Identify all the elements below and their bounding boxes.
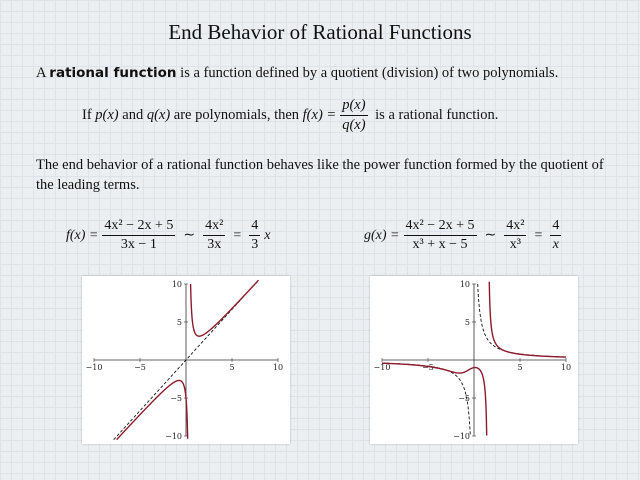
plot-g	[370, 276, 578, 444]
y-tick-label: 10	[459, 280, 470, 289]
formula-g	[364, 218, 565, 253]
intro-bold-term: rational function	[49, 65, 177, 81]
plot-f-svg	[82, 276, 290, 444]
if-text-3: is a rational function.	[371, 107, 499, 123]
if-text-1: If	[82, 107, 96, 123]
formula-g-leading-fraction	[504, 218, 526, 253]
formula-f-approx: ∼	[183, 228, 196, 243]
formula-f-denominator: 3x − 1	[120, 237, 157, 252]
x-tick-label: −5	[134, 363, 146, 372]
x-tick-label: −5	[422, 363, 434, 372]
definition-line	[82, 97, 498, 134]
formula-f-leading-den: 3x	[207, 237, 222, 252]
end-behavior-text: The end behavior of a rational function behaves like the power function formed by the quotient of the leading terms.	[36, 157, 604, 193]
formula-f-numerator: 4x² − 2x + 5	[102, 218, 175, 236]
p-of-x: p(x)	[95, 107, 119, 123]
y-tick-label: 5	[176, 318, 182, 327]
y-tick-label: −5	[170, 394, 182, 403]
formula-g-result-fraction	[550, 218, 561, 253]
formula-f-equals: =	[233, 227, 242, 243]
page-title: End Behavior of Rational Functions	[168, 20, 472, 44]
pq-numerator: p(x)	[340, 97, 367, 116]
x-tick-label: 10	[272, 363, 284, 372]
plot-g-svg	[370, 276, 578, 444]
x-tick-label: −10	[85, 363, 103, 372]
plot-f	[82, 276, 290, 444]
formula-g-equals: =	[534, 227, 543, 243]
y-tick-label: −10	[165, 432, 182, 441]
q-of-x: q(x)	[146, 107, 171, 123]
formula-g-denominator: x³ + x − 5	[412, 237, 468, 252]
if-text-2: are polynomials, then	[170, 107, 303, 123]
y-tick-label: 5	[464, 318, 470, 327]
formula-f-result-suffix: x	[264, 227, 271, 243]
x-tick-label: 10	[560, 363, 572, 372]
formula-g-result-num: 4	[550, 218, 561, 236]
formula-g-leading-den: x³	[509, 237, 521, 252]
y-tick-label: 10	[171, 280, 182, 289]
formula-g-fraction	[404, 218, 477, 253]
formula-g-result-den: x	[552, 237, 559, 252]
intro-prefix: A	[36, 65, 50, 81]
formula-g-leading-num: 4x²	[504, 218, 526, 236]
x-tick-label: 5	[517, 363, 523, 372]
pq-denominator: q(x)	[342, 117, 366, 133]
formula-g-approx: ∼	[484, 228, 497, 243]
formula-f	[66, 218, 270, 253]
and-text: and	[118, 107, 147, 123]
formula-f-leading-fraction	[203, 218, 225, 253]
intro-text	[36, 65, 558, 82]
formula-f-leading-num: 4x²	[203, 218, 225, 236]
formula-f-fraction	[102, 218, 175, 253]
formula-f-result-num: 4	[249, 218, 260, 236]
formula-g-numerator: 4x² − 2x + 5	[404, 218, 477, 236]
y-tick-label: −5	[458, 394, 470, 403]
x-tick-label: −10	[373, 363, 391, 372]
formula-g-lhs: g(x) =	[364, 227, 400, 243]
y-tick-label: −10	[453, 432, 470, 441]
formula-f-lhs: f(x) =	[66, 227, 99, 243]
f-lhs: f(x) =	[302, 107, 337, 123]
pq-fraction	[340, 97, 367, 134]
intro-suffix: is a function defined by a quotient (division) of two polynomials.	[176, 65, 559, 81]
formula-f-result-fraction	[249, 218, 260, 253]
x-tick-label: 5	[229, 363, 235, 372]
formula-f-result-den: 3	[251, 237, 259, 252]
